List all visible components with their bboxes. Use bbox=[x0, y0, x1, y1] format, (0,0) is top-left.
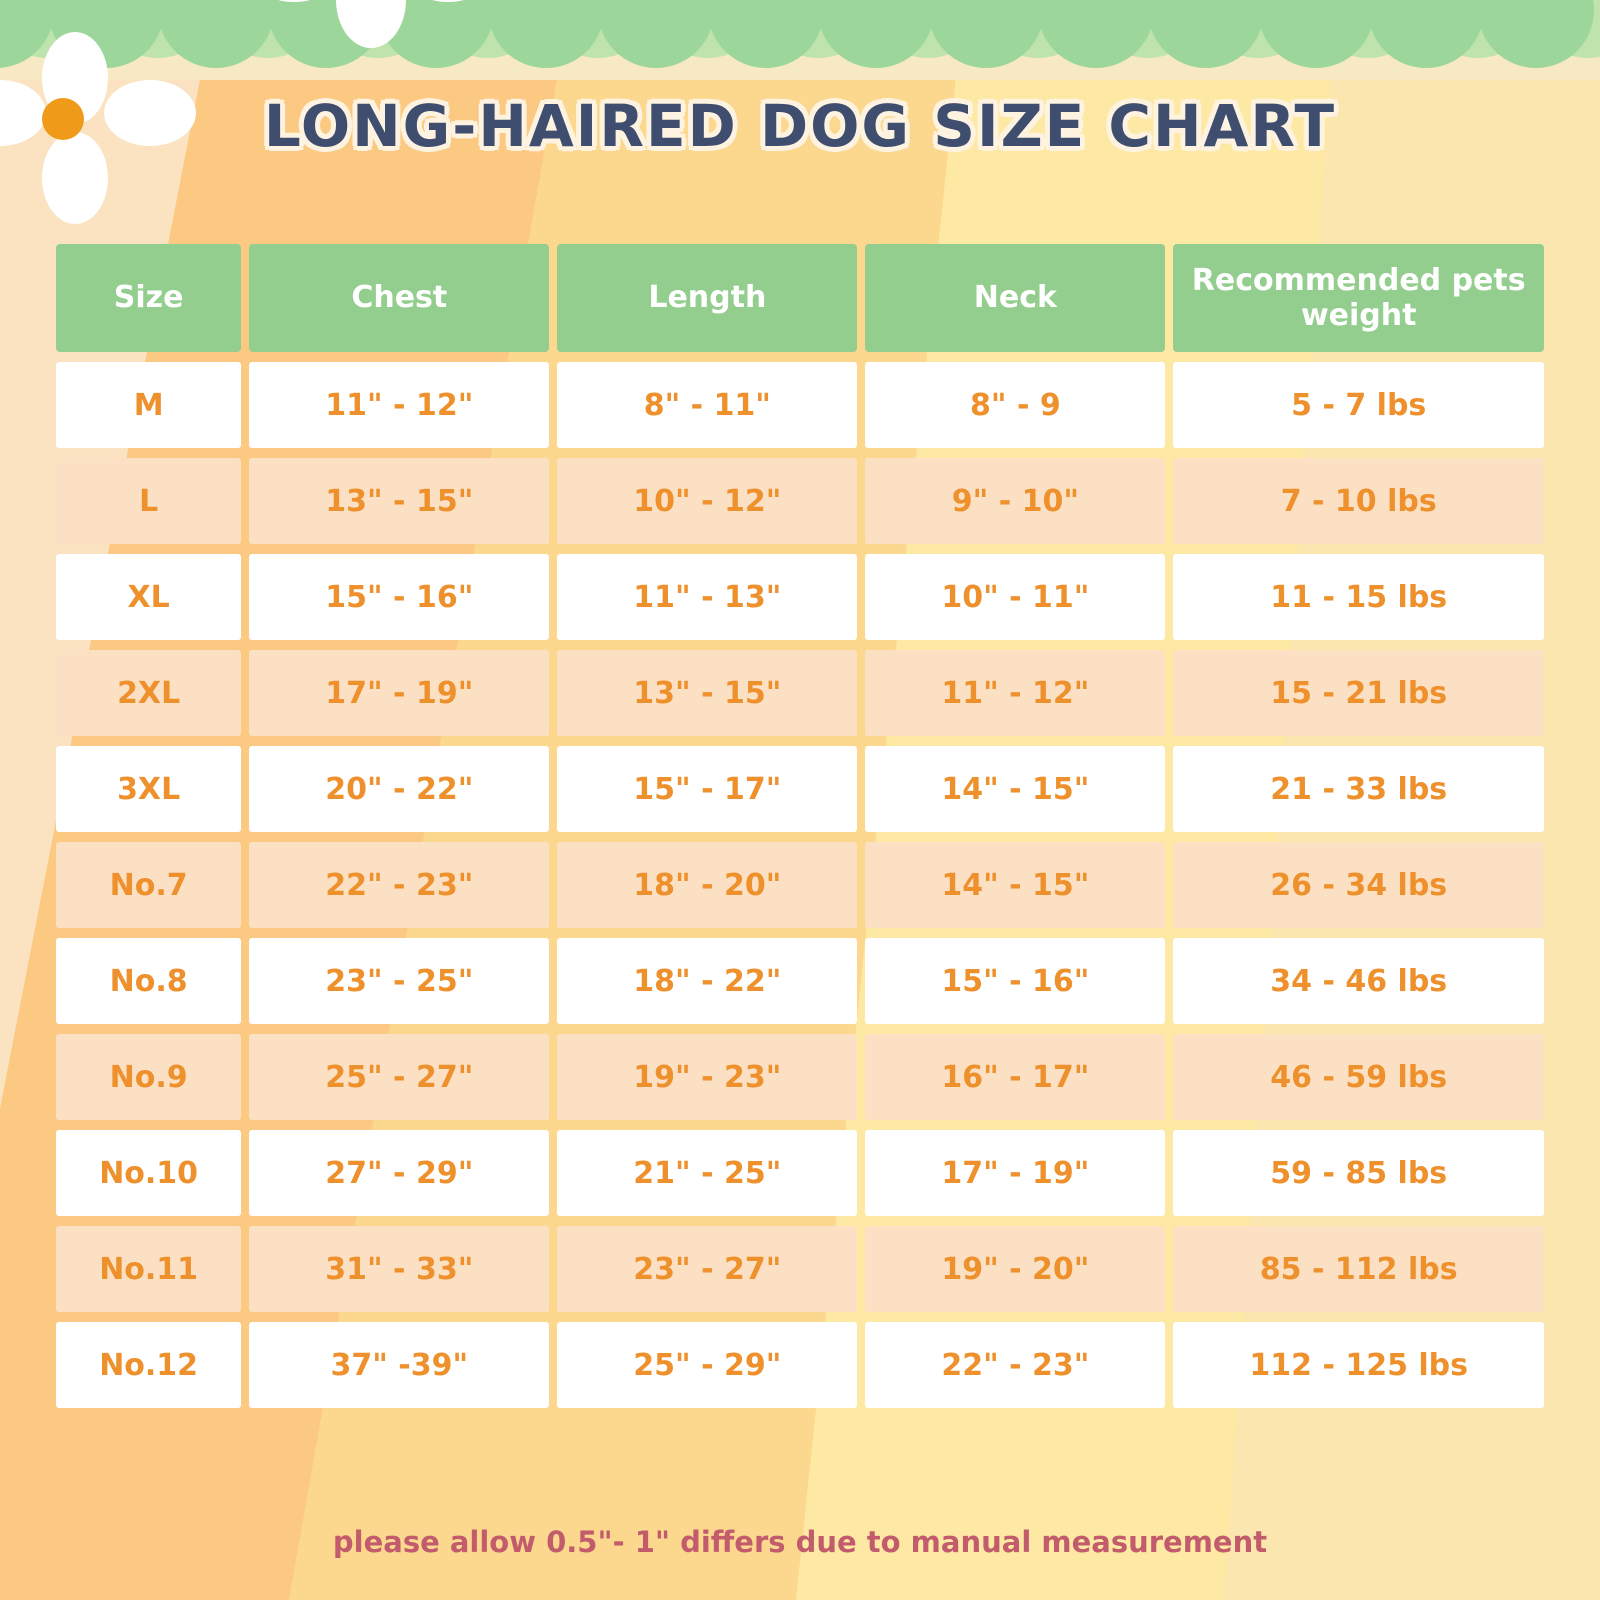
table-row bbox=[56, 938, 1544, 1024]
column-header-neck: Neck bbox=[865, 244, 1165, 352]
cell-chest: 13" - 15" bbox=[249, 458, 549, 544]
cell-chest: 20" - 22" bbox=[249, 746, 549, 832]
cell-neck: 9" - 10" bbox=[865, 458, 1165, 544]
cell-neck: 14" - 15" bbox=[865, 746, 1165, 832]
cell-neck: 14" - 15" bbox=[865, 842, 1165, 928]
cell-length: 11" - 13" bbox=[557, 554, 857, 640]
cell-chest: 23" - 25" bbox=[249, 938, 549, 1024]
measurement-note: please allow 0.5"- 1" differs due to manual measurement bbox=[332, 1525, 1268, 1559]
cell-length: 18" - 20" bbox=[557, 842, 857, 928]
cell-length: 19" - 23" bbox=[557, 1034, 857, 1120]
cell-size: M bbox=[56, 362, 241, 448]
cell-weight: 112 - 125 lbs bbox=[1173, 1322, 1544, 1408]
table-row bbox=[56, 1130, 1544, 1216]
cell-chest: 31" - 33" bbox=[249, 1226, 549, 1312]
size-table-wrapper bbox=[48, 234, 1552, 1418]
cell-length: 18" - 22" bbox=[557, 938, 857, 1024]
cell-weight: 11 - 15 lbs bbox=[1173, 554, 1544, 640]
cell-weight: 26 - 34 lbs bbox=[1173, 842, 1544, 928]
cell-size: No.7 bbox=[56, 842, 241, 928]
page-title: LONG-HAIRED DOG SIZE CHART bbox=[263, 92, 1337, 160]
cell-size: No.8 bbox=[56, 938, 241, 1024]
table-row bbox=[56, 650, 1544, 736]
table-row bbox=[56, 554, 1544, 640]
cell-weight: 21 - 33 lbs bbox=[1173, 746, 1544, 832]
cell-length: 13" - 15" bbox=[557, 650, 857, 736]
cell-size: 3XL bbox=[56, 746, 241, 832]
cell-size: No.11 bbox=[56, 1226, 241, 1312]
cell-chest: 25" - 27" bbox=[249, 1034, 549, 1120]
cell-weight: 7 - 10 lbs bbox=[1173, 458, 1544, 544]
cell-length: 8" - 11" bbox=[557, 362, 857, 448]
cell-neck: 19" - 20" bbox=[865, 1226, 1165, 1312]
cell-neck: 22" - 23" bbox=[865, 1322, 1165, 1408]
table-row bbox=[56, 458, 1544, 544]
cell-size: L bbox=[56, 458, 241, 544]
table-row bbox=[56, 1322, 1544, 1408]
cell-length: 23" - 27" bbox=[557, 1226, 857, 1312]
cell-chest: 27" - 29" bbox=[249, 1130, 549, 1216]
cell-length: 10" - 12" bbox=[557, 458, 857, 544]
cell-weight: 5 - 7 lbs bbox=[1173, 362, 1544, 448]
cell-size: No.12 bbox=[56, 1322, 241, 1408]
cell-neck: 10" - 11" bbox=[865, 554, 1165, 640]
table-row bbox=[56, 1034, 1544, 1120]
column-header-recommended-weight: Recommended pets weight bbox=[1173, 244, 1544, 352]
table-row bbox=[56, 362, 1544, 448]
cell-chest: 11" - 12" bbox=[249, 362, 549, 448]
cell-length: 21" - 25" bbox=[557, 1130, 857, 1216]
cell-length: 15" - 17" bbox=[557, 746, 857, 832]
cell-weight: 46 - 59 lbs bbox=[1173, 1034, 1544, 1120]
column-header-chest: Chest bbox=[249, 244, 549, 352]
cell-size: XL bbox=[56, 554, 241, 640]
table-row bbox=[56, 842, 1544, 928]
table-header-row bbox=[56, 244, 1544, 352]
scalloped-border bbox=[0, 0, 1600, 80]
cell-weight: 59 - 85 lbs bbox=[1173, 1130, 1544, 1216]
cell-neck: 8" - 9 bbox=[865, 362, 1165, 448]
cell-chest: 22" - 23" bbox=[249, 842, 549, 928]
cell-neck: 15" - 16" bbox=[865, 938, 1165, 1024]
cell-chest: 17" - 19" bbox=[249, 650, 549, 736]
scallop-row-front bbox=[0, 10, 1588, 68]
cell-size: 2XL bbox=[56, 650, 241, 736]
cell-chest: 37" -39" bbox=[249, 1322, 549, 1408]
table-row bbox=[56, 1226, 1544, 1312]
cell-neck: 17" - 19" bbox=[865, 1130, 1165, 1216]
cell-weight: 15 - 21 lbs bbox=[1173, 650, 1544, 736]
table-row bbox=[56, 746, 1544, 832]
column-header-size: Size bbox=[56, 244, 241, 352]
cell-length: 25" - 29" bbox=[557, 1322, 857, 1408]
cell-size: No.10 bbox=[56, 1130, 241, 1216]
cell-size: No.9 bbox=[56, 1034, 241, 1120]
cell-weight: 85 - 112 lbs bbox=[1173, 1226, 1544, 1312]
cell-neck: 16" - 17" bbox=[865, 1034, 1165, 1120]
cell-chest: 15" - 16" bbox=[249, 554, 549, 640]
column-header-length: Length bbox=[557, 244, 857, 352]
size-table bbox=[48, 234, 1552, 1418]
cell-weight: 34 - 46 lbs bbox=[1173, 938, 1544, 1024]
cell-neck: 11" - 12" bbox=[865, 650, 1165, 736]
